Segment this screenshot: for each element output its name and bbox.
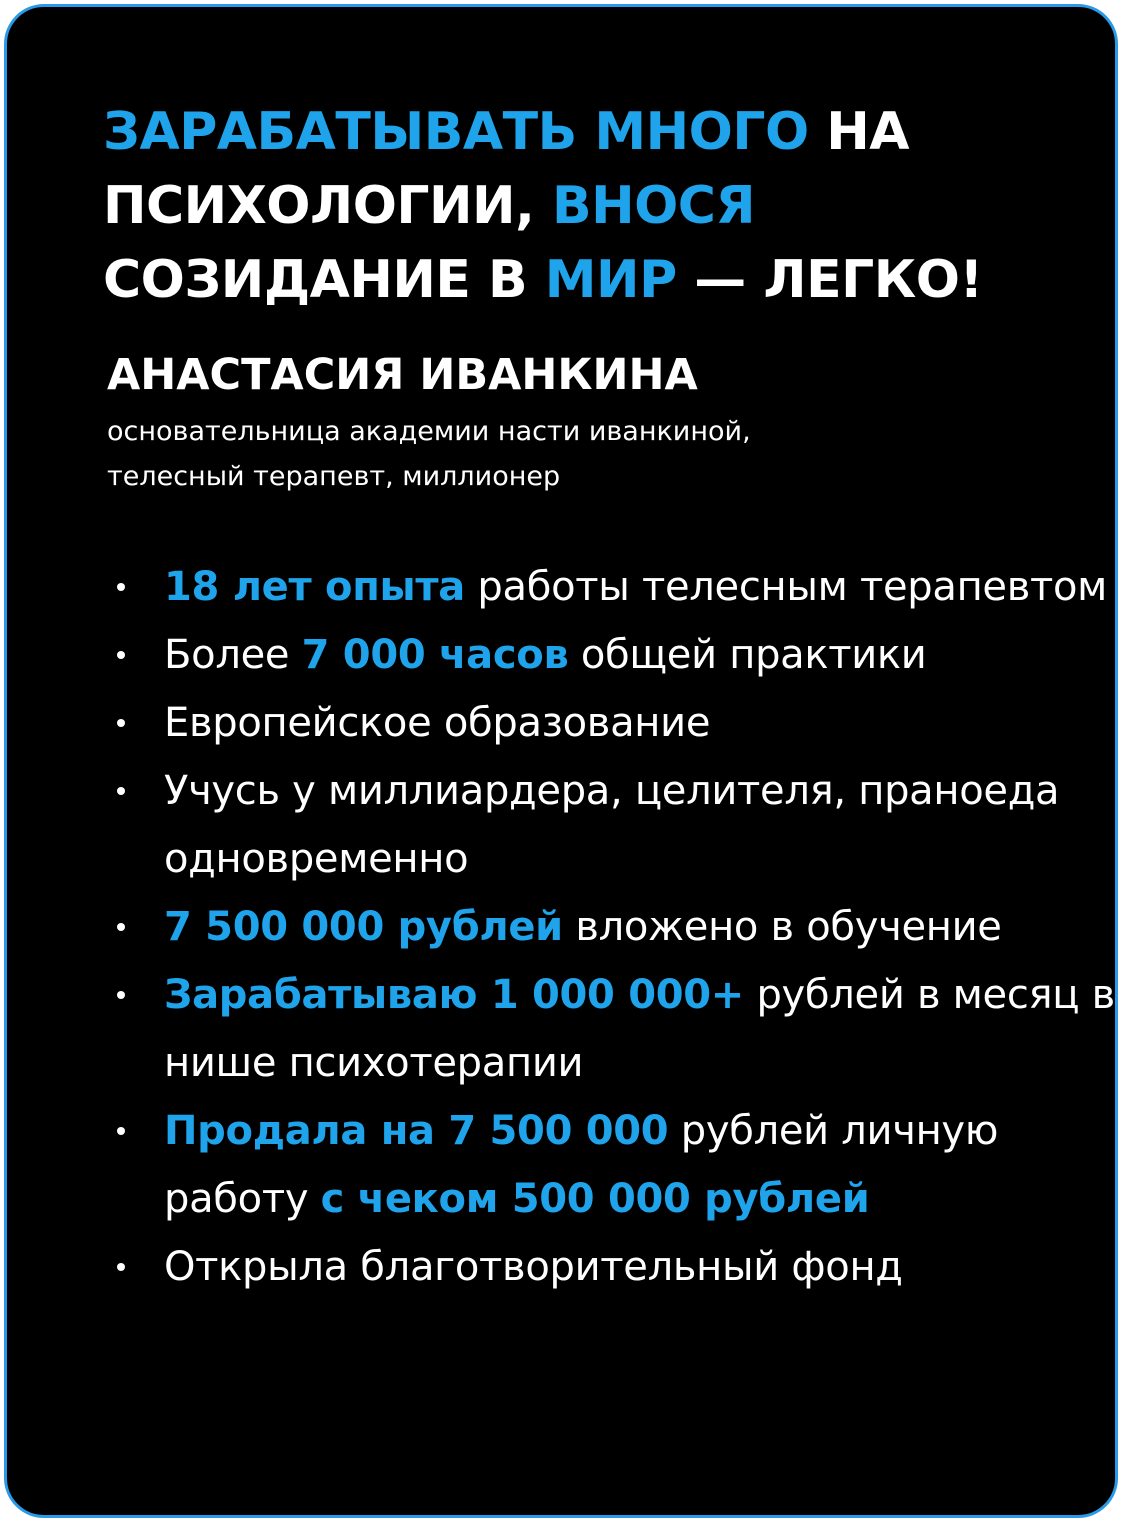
headline-highlight-world: МИР bbox=[544, 250, 677, 310]
headline-highlight-bring: ВНОСЯ bbox=[551, 176, 755, 236]
author-desc-line: телесный терапевт, миллионер bbox=[107, 461, 561, 492]
bullet-icon bbox=[117, 1263, 125, 1271]
list-item bbox=[107, 1233, 1117, 1301]
headline-text: — ЛЕГКО! bbox=[676, 250, 983, 310]
fact-highlight: 7 500 000 рублей bbox=[164, 904, 563, 950]
list-item bbox=[107, 621, 1117, 689]
fact-text: Более bbox=[164, 632, 302, 678]
list-item bbox=[107, 893, 1117, 961]
fact-text: Учусь у миллиардера, целителя, праноеда одновременно bbox=[164, 768, 1060, 882]
achievements-list bbox=[107, 553, 1117, 1301]
list-item bbox=[107, 757, 1117, 893]
headline-highlight-earn: ЗАРАБАТЫВАТЬ МНОГО bbox=[103, 102, 809, 162]
fact-text: Открыла благотворительный фонд bbox=[164, 1244, 903, 1290]
headline-text: СОЗИДАНИЕ В bbox=[103, 250, 545, 310]
list-item bbox=[107, 553, 1117, 621]
bullet-icon bbox=[117, 787, 125, 795]
fact-text: работы телесным терапевтом bbox=[465, 564, 1108, 610]
bullet-icon bbox=[117, 719, 125, 727]
fact-highlight: Продала на 7 500 000 bbox=[164, 1108, 669, 1154]
info-card bbox=[4, 4, 1118, 1518]
bullet-icon bbox=[117, 991, 125, 999]
list-item bbox=[107, 689, 1117, 757]
fact-text: общей практики bbox=[568, 632, 927, 678]
author-description bbox=[107, 409, 1067, 499]
bullet-icon bbox=[117, 923, 125, 931]
fact-text: Европейское образование bbox=[164, 700, 711, 746]
fact-highlight: 7 000 часов bbox=[301, 632, 569, 678]
bullet-icon bbox=[117, 1127, 125, 1135]
list-item bbox=[107, 961, 1117, 1097]
author-name: АНАСТАСИЯ ИВАНКИНА bbox=[107, 350, 698, 400]
list-item bbox=[107, 1097, 1117, 1233]
headline bbox=[103, 95, 1063, 317]
fact-text: вложено в обучение bbox=[562, 904, 1002, 950]
bullet-icon bbox=[117, 651, 125, 659]
headline-text: НА ПСИХОЛОГИИ, bbox=[103, 102, 910, 236]
fact-text: рублей личную работу bbox=[164, 1108, 999, 1222]
fact-highlight: Зарабатываю 1 000 000+ bbox=[164, 972, 745, 1018]
author-desc-line: основательница академии насти иванкиной, bbox=[107, 416, 751, 447]
fact-text: рублей в месяц в нише психотерапии bbox=[164, 972, 1115, 1086]
bullet-icon bbox=[117, 583, 125, 591]
fact-highlight: 18 лет опыта bbox=[164, 564, 465, 610]
fact-highlight: с чеком 500 000 рублей bbox=[320, 1176, 870, 1222]
